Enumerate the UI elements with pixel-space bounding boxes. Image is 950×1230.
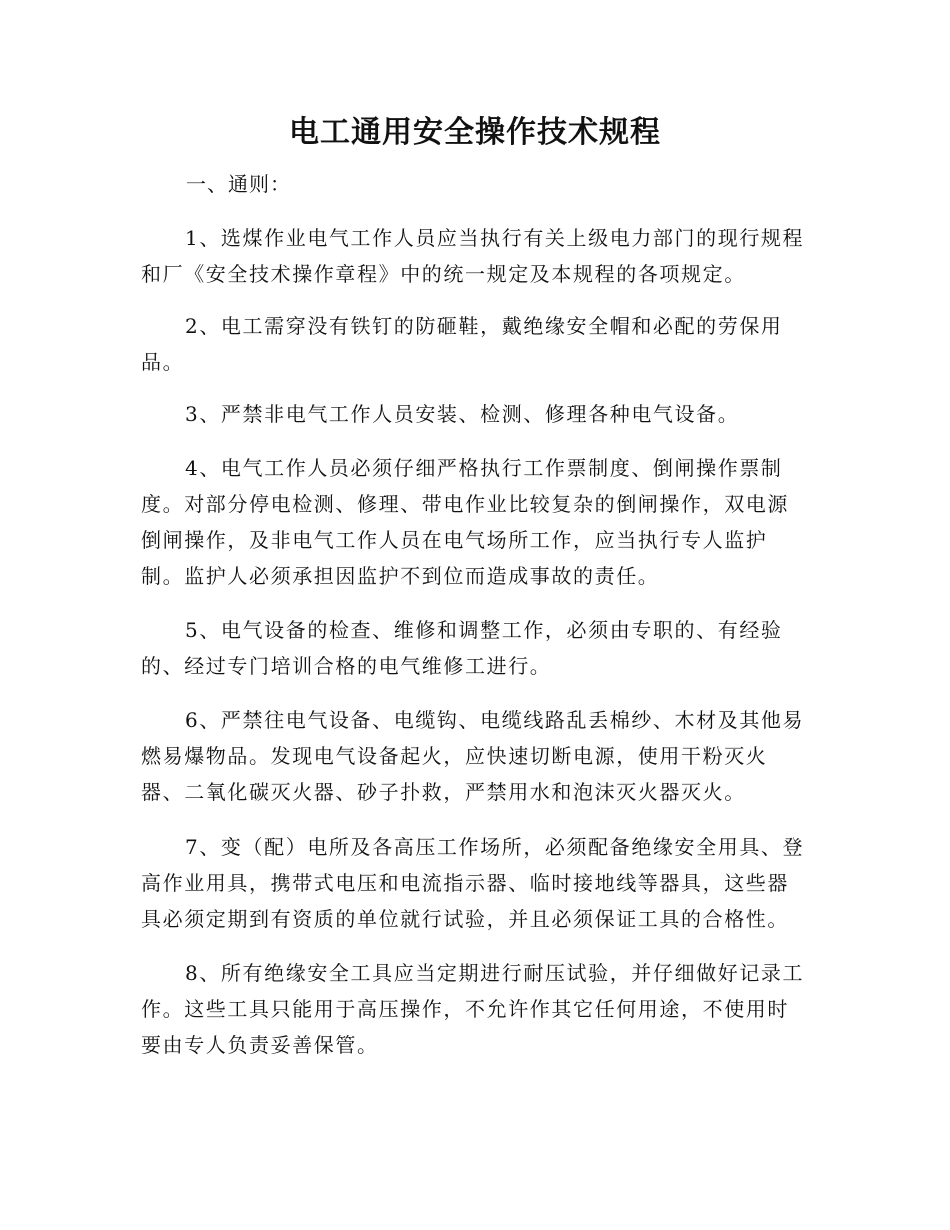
section-heading: 一、通则： (186, 172, 291, 196)
paragraph-6: 6、严禁往电气设备、电缆钩、电缆线路乱丢棉纱、木材及其他易燃易爆物品。发现电气设备起火，应快速切断电源，使用干粉灭火器、二氧化碳灭火器、砂子扑救，严禁用水和泡沫灭火器灭火。 (141, 708, 805, 804)
paragraph-7: 7、变（配）电所及各高压工作场所，必须配备绝缘安全用具、登高作业用具，携带式电压和电流指示器、临时接地线等器具，这些器具必须定期到有资质的单位就行试验，并且必须保证工具的合格性。 (141, 835, 805, 931)
paragraph-5: 5、电气设备的检查、维修和调整工作，必须由专职的、有经验的、经过专门培训合格的电气维修工进行。 (141, 618, 783, 678)
paragraph-4: 4、电气工作人员必须仔细严格执行工作票制度、倒闸操作票制度。对部分停电检测、修理、带电作业比较复杂的倒闸操作，双电源倒闸操作，及非电气工作人员在电气场所工作，应当执行专人监护制。监护人必须承担因监护不到位而造成事故的责任。 (141, 456, 789, 588)
paragraph-2: 2、电工需穿没有铁钉的防砸鞋，戴绝缘安全帽和必配的劳保用品。 (141, 314, 783, 374)
paragraph-3: 3、严禁非电气工作人员安装、检测、修理各种电气设备。 (185, 402, 740, 426)
document-title: 电工通用安全操作技术规程 (289, 115, 661, 150)
paragraph-8: 8、所有绝缘安全工具应当定期进行耐压试验，并仔细做好记录工作。这些工具只能用于高压操作，不允许作其它任何用途，不使用时要由专人负责妥善保管。 (141, 961, 805, 1057)
paragraph-1: 1、选煤作业电气工作人员应当执行有关上级电力部门的现行规程和厂《安全技术操作章程》中的统一规定及本规程的各项规定。 (141, 226, 805, 286)
